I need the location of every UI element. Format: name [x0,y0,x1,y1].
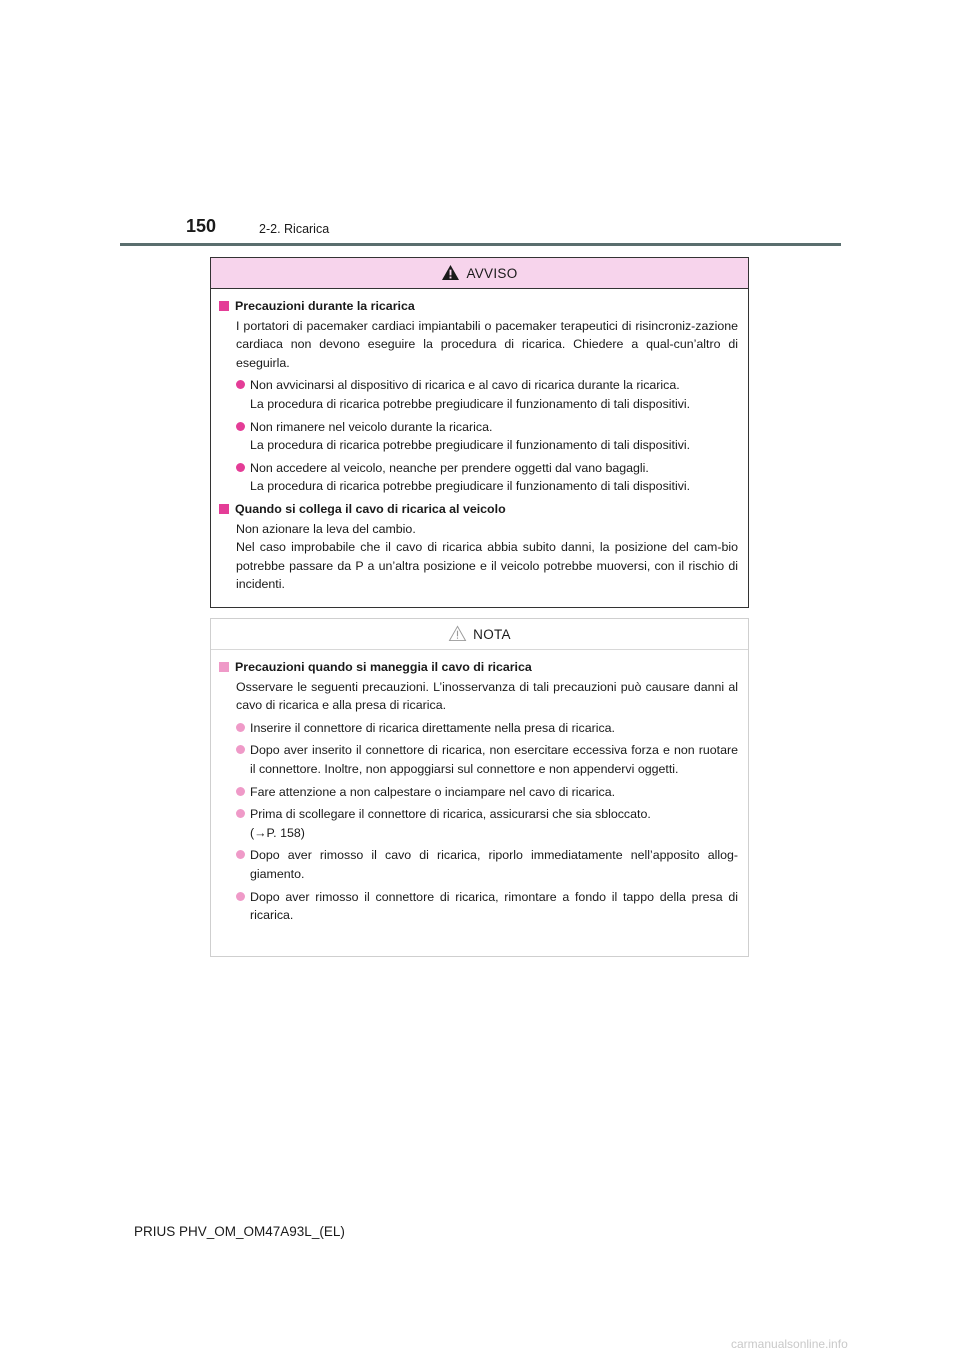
page-reference: (→P. 158) [250,825,305,840]
round-bullet-icon [236,787,245,796]
caution-triangle-icon [448,625,467,642]
list-item: Non avvicinarsi al dispositivo di ricarica e al cavo di ricarica durante la ricarica. La procedura di ricarica potrebbe pregiudicare il funzionamento di tali dispositivi. [219,376,738,413]
list-item: Dopo aver rimosso il connettore di ricarica, rimontare a fondo il tappo della presa di ricarica. [219,888,738,925]
warning-box-body [211,289,748,594]
page-number: 150 [186,216,217,236]
section-heading: Precauzioni quando si maneggia il cavo di ricarica [219,658,738,677]
list-item: Prima di scollegare il connettore di ricarica, assicurarsi che sia sbloccato. (→P. 158) [219,805,738,842]
list-item: Non rimanere nel veicolo durante la ricarica. La procedura di ricarica potrebbe pregiudicare il funzionamento di tali dispositivi. [219,418,738,455]
watermark: carmanualsonline.info [731,1337,848,1351]
note-box-body [211,650,748,925]
list-item: Dopo aver inserito il connettore di ricarica, non esercitare eccessiva forza e non ruotare il connettore. Inoltre, non appoggiarsi sul connettore e non appendervi oggetti. [219,741,738,778]
note-box-header [211,619,748,650]
round-bullet-icon [236,463,245,472]
warning-box-title: AVVISO [466,265,518,281]
list-item: Fare attenzione a non calpestare o inciampare nel cavo di ricarica. [219,783,738,802]
round-bullet-icon [236,809,245,818]
square-bullet-icon [219,301,229,311]
document-code: PRIUS PHV_OM_OM47A93L_(EL) [134,1224,345,1239]
round-bullet-icon [236,723,245,732]
warning-box [210,257,749,608]
section-title: 2-2. Ricarica [259,222,330,236]
list-item: Inserire il connettore di ricarica direttamente nella presa di ricarica. [219,719,738,738]
round-bullet-icon [236,380,245,389]
round-bullet-icon [236,422,245,431]
section-heading: Quando si collega il cavo di ricarica al veicolo [219,500,738,519]
round-bullet-icon [236,745,245,754]
paragraph: Non azionare la leva del cambio. Nel caso improbabile che il cavo di ricarica abbia subito danni, la posizione del cam-bio potrebbe passare da P a un’altra posizione e il veicolo potrebbe muoversi, con il rischio di incidenti. [236,521,738,592]
round-bullet-icon [236,850,245,859]
paragraph: I portatori di pacemaker cardiaci impiantabili o pacemaker terapeutici di risincroniz-zazione cardiaca non devono eseguire la procedura di ricarica. Chiedere a qual-cun’altro di eseguirla. [236,318,738,370]
paragraph: Osservare le seguenti precauzioni. L’inosservanza di tali precauzioni può causare danni al cavo di ricarica e alla presa di ricarica. [236,679,738,713]
note-box-title: NOTA [473,626,511,642]
note-box [210,618,749,957]
round-bullet-icon [236,892,245,901]
list-item: Non accedere al veicolo, neanche per prendere oggetti dal vano bagagli. La procedura di ricarica potrebbe pregiudicare il funzionamento di tali dispositivi. [219,459,738,496]
list-item: Dopo aver rimosso il cavo di ricarica, riporlo immediatamente nell’apposito allog-giamento. [219,846,738,883]
warning-box-header [211,258,748,289]
square-bullet-icon [219,504,229,514]
section-heading: Precauzioni durante la ricarica [219,297,738,316]
header-rule [120,243,841,246]
square-bullet-icon [219,662,229,672]
warning-triangle-icon [441,264,460,281]
